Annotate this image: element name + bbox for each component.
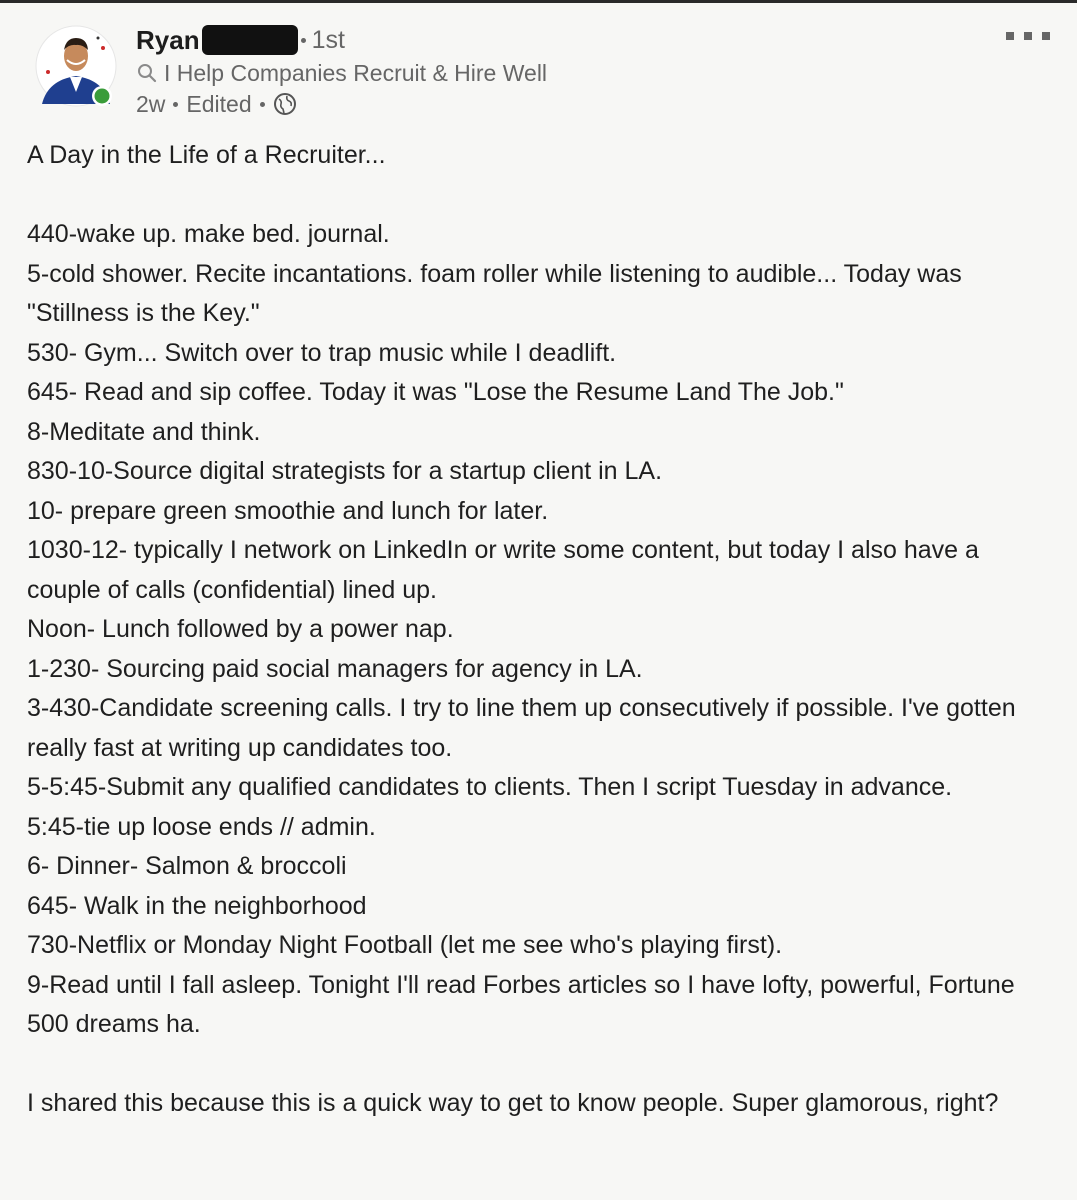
connection-degree: 1st <box>311 25 345 54</box>
post-closing: I shared this because this is a quick way to get to know people. Super glamorous, right? <box>27 1089 999 1117</box>
globe-icon <box>273 92 297 116</box>
schedule-line: 1-230- Sourcing paid social managers for agency in LA. <box>27 654 643 683</box>
more-options-icon[interactable] <box>1006 28 1050 44</box>
blank-line <box>27 1045 1057 1085</box>
schedule-line: 5-cold shower. Recite incantations. foam roller while listening to audible... Today was "Stillness is the Key." <box>27 259 962 327</box>
post-body <box>27 136 1057 1124</box>
post-header <box>0 0 1077 130</box>
schedule-line: 645- Walk in the neighborhood <box>27 891 367 920</box>
online-status-indicator <box>95 89 110 104</box>
author-name-row <box>136 24 345 56</box>
post-title: A Day in the Life of a Recruiter... <box>27 141 386 169</box>
author-name[interactable]: Ryan <box>136 24 200 55</box>
post-meta-row <box>136 89 297 119</box>
schedule-line: 530- Gym... Switch over to trap music while I deadlift. <box>27 338 617 367</box>
schedule-line: 9-Read until I fall asleep. Tonight I'll read Forbes articles so I have lofty, powerful, Fortune 500 dreams ha. <box>27 970 1015 1038</box>
schedule-line: 730-Netflix or Monday Night Football (let me see who's playing first). <box>27 931 783 959</box>
post-time[interactable]: 2w <box>136 90 166 117</box>
schedule-line: Noon- Lunch followed by a power nap. <box>27 615 454 643</box>
schedule-line: 8-Meditate and think. <box>27 417 261 446</box>
name-redaction <box>202 25 298 55</box>
avatar[interactable] <box>30 20 122 112</box>
edited-label: Edited <box>186 90 252 117</box>
schedule-line: 440-wake up. make bed. journal. <box>27 220 390 248</box>
schedule-line: 10- prepare green smoothie and lunch for later. <box>27 496 549 525</box>
schedule-line: 5-5:45-Submit any qualified candidates to clients. Then I script Tuesday in advance. <box>27 773 953 801</box>
schedule-line: 5:45-tie up loose ends // admin. <box>27 812 376 841</box>
search-icon <box>136 62 158 84</box>
author-headline: I Help Companies Recruit & Hire Well <box>164 59 548 86</box>
schedule-line: 6- Dinner- Salmon & broccoli <box>27 852 347 880</box>
author-headline-row <box>136 58 547 88</box>
schedule-line: 645- Read and sip coffee. Today it was "Lose the Resume Land The Job." <box>27 378 844 406</box>
schedule-line: 3-430-Candidate screening calls. I try to line them up consecutively if possible. I've gotten really fast at writing up candidates too. <box>27 694 1016 762</box>
blank-line <box>27 176 1057 216</box>
schedule-line: 830-10-Source digital strategists for a startup client in LA. <box>27 457 663 485</box>
meta-separator <box>173 102 178 107</box>
meta-separator <box>260 102 265 107</box>
schedule-line: 1030-12- typically I network on LinkedIn or write some content, but today I also have a couple of calls (confidential) lined up. <box>27 536 979 604</box>
